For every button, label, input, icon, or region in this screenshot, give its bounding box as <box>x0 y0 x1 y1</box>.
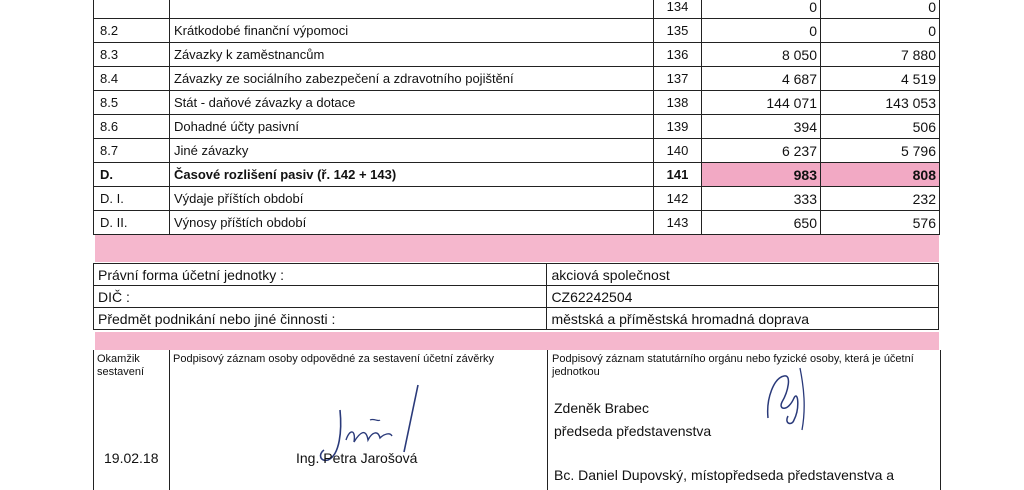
table-row <box>94 91 940 115</box>
table-row <box>94 211 940 235</box>
row-code: 8.2 <box>94 19 170 43</box>
table-row <box>94 0 940 19</box>
table-row <box>94 43 940 67</box>
moment-label: Okamžik sestavení <box>97 353 145 378</box>
current-period-value: 983 <box>702 163 821 187</box>
signature-section <box>93 350 939 490</box>
pink-separator <box>95 235 939 262</box>
row-code: 8.5 <box>94 91 170 115</box>
row-code: D. I. <box>94 187 170 211</box>
previous-period-value: 808 <box>821 163 940 187</box>
statutory-column <box>547 350 941 490</box>
table-row <box>94 139 940 163</box>
row-label: Stát - daňové závazky a dotace <box>170 91 654 115</box>
liabilities-table <box>93 0 940 235</box>
table-row <box>94 163 940 187</box>
row-code: D. II. <box>94 211 170 235</box>
row-code: 8.3 <box>94 43 170 67</box>
row-number: 137 <box>654 67 702 91</box>
row-label <box>170 0 654 19</box>
dic-value: CZ62242504 <box>547 286 939 308</box>
statutory-signature <box>748 358 828 438</box>
table-row <box>94 187 940 211</box>
statutory-label: Podpisový záznam statutárního orgánu nebo fyzické osoby, která je účetní jednotkou <box>552 353 914 378</box>
row-number: 142 <box>654 187 702 211</box>
current-period-value: 8 050 <box>702 43 821 67</box>
business-value: městská a příměstská hromadná doprava <box>547 308 939 330</box>
previous-period-value: 7 880 <box>821 43 940 67</box>
row-label: Dohadné účty pasivní <box>170 115 654 139</box>
row-code: D. <box>94 163 170 187</box>
table-row <box>94 115 940 139</box>
table-row <box>94 67 940 91</box>
previous-period-value: 506 <box>821 115 940 139</box>
row-number: 143 <box>654 211 702 235</box>
current-period-value: 0 <box>702 19 821 43</box>
compiled-date: 19.02.18 <box>104 450 159 466</box>
row-label: Výdaje příštích období <box>170 187 654 211</box>
current-period-value: 650 <box>702 211 821 235</box>
row-label: Jiné závazky <box>170 139 654 163</box>
previous-period-value: 5 796 <box>821 139 940 163</box>
table-row <box>94 19 940 43</box>
entity-info-table <box>93 263 939 330</box>
row-number: 135 <box>654 19 702 43</box>
row-number: 140 <box>654 139 702 163</box>
previous-period-value: 232 <box>821 187 940 211</box>
row-code <box>94 0 170 19</box>
row-code: 8.6 <box>94 115 170 139</box>
previous-period-value: 143 053 <box>821 91 940 115</box>
row-code: 8.4 <box>94 67 170 91</box>
row-number: 139 <box>654 115 702 139</box>
row-number: 134 <box>654 0 702 19</box>
row-label: Výnosy příštích období <box>170 211 654 235</box>
current-period-value: 394 <box>702 115 821 139</box>
preparer-label: Podpisový záznam osoby odpovědné za sestavení účetní závěrky <box>173 353 495 365</box>
statutory-name-1: Zdeněk Brabec <box>554 400 649 416</box>
previous-period-value: 0 <box>821 19 940 43</box>
row-label: Krátkodobé finanční výpomoci <box>170 19 654 43</box>
current-period-value: 333 <box>702 187 821 211</box>
previous-period-value: 4 519 <box>821 67 940 91</box>
moment-column <box>93 350 170 490</box>
current-period-value: 4 687 <box>702 67 821 91</box>
current-period-value: 0 <box>702 0 821 19</box>
statutory-role-1: předseda představenstva <box>554 423 712 439</box>
dic-label: DIČ : <box>94 286 547 308</box>
row-label: Časové rozlišení pasiv (ř. 142 + 143) <box>170 163 654 187</box>
statutory-name-2: Bc. Daniel Dupovský, místopředseda představenstva a <box>554 467 895 483</box>
row-label: Závazky k zaměstnancům <box>170 43 654 67</box>
preparer-column <box>169 350 548 490</box>
row-number: 136 <box>654 43 702 67</box>
current-period-value: 144 071 <box>702 91 821 115</box>
previous-period-value: 576 <box>821 211 940 235</box>
row-number: 138 <box>654 91 702 115</box>
row-code: 8.7 <box>94 139 170 163</box>
legal-form-value: akciová společnost <box>547 264 939 286</box>
previous-period-value: 0 <box>821 0 940 19</box>
preparer-name: Ing. Petra Jarošová <box>296 450 418 466</box>
pink-separator-2 <box>95 332 939 350</box>
row-label: Závazky ze sociálního zabezpečení a zdravotního pojištění <box>170 67 654 91</box>
row-number: 141 <box>654 163 702 187</box>
business-label: Předmět podnikání nebo jiné činnosti : <box>94 308 547 330</box>
current-period-value: 6 237 <box>702 139 821 163</box>
legal-form-label: Právní forma účetní jednotky : <box>94 264 547 286</box>
